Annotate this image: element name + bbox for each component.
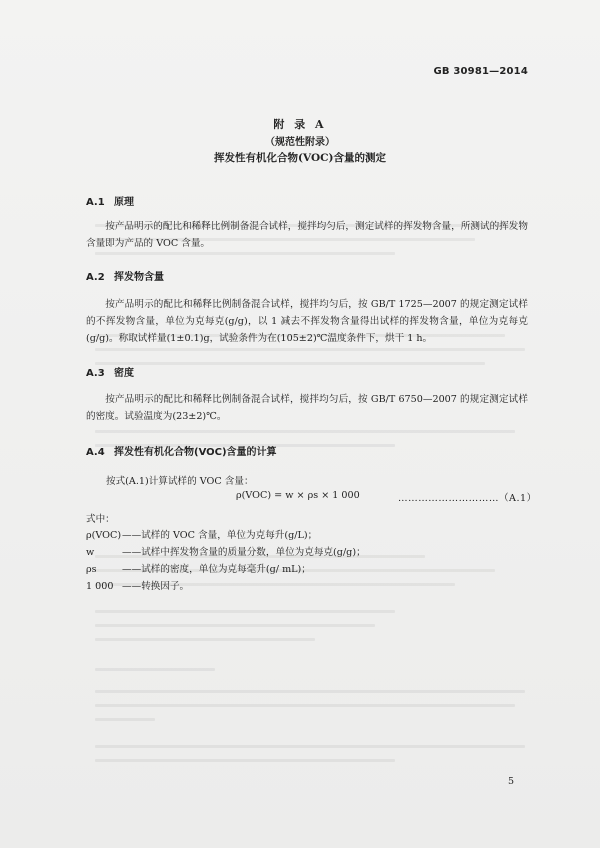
page-number: 5 [507, 776, 514, 787]
variable-row [86, 578, 189, 592]
section-text-a3: 按产品明示的配比和稀释比例制备混合试样，搅拌均匀后，按 GB/T 6750—2007 的规定测定试样的密度。试验温度为(23±2)℃。 [86, 394, 528, 422]
variable-description: ——试样的 VOC 含量，单位为克每升(g/L)； [122, 530, 318, 541]
section-title: 原理 [114, 197, 134, 208]
formula-intro: 按式(A.1)计算试样的 VOC 含量： [106, 476, 254, 487]
section-text-a2: 按产品明示的配比和稀释比例制备混合试样，搅拌均匀后，按 GB/T 1725—2007 的规定测定试样的不挥发物含量，单位为克每克(g/g)，以 1 减去不挥发物含量得出试样的挥发物含量，单位为克每克(g/g)。称取试样量(1±0.1)g，试验条件为在(105±2)℃温度条件下，烘干 1 h。 [86, 299, 528, 344]
annex-name: 挥发性有机化合物(VOC)含量的测定 [214, 152, 386, 164]
variable-description: ——转换因子。 [122, 581, 190, 592]
variable-description: ——试样的密度，单位为克每毫升(g/ mL)； [122, 564, 311, 575]
annex-kind: （规范性附录） [265, 137, 335, 148]
variable-symbol: 1 000 [86, 581, 114, 592]
variable-description: ——试样中挥发物含量的质量分数，单位为克每克(g/g)； [122, 547, 366, 558]
variable-symbol: w [86, 547, 95, 558]
section-number: A.1 [86, 197, 105, 208]
standard-number: GB 30981—2014 [433, 66, 528, 77]
variable-row [86, 561, 311, 575]
section-title: 挥发物含量 [114, 272, 164, 283]
section-heading-a1 [86, 193, 134, 208]
section-title: 密度 [114, 368, 134, 379]
section-number: A.4 [86, 447, 105, 458]
annex-title: 附 录 A [273, 118, 327, 131]
equation-number: …………………………（A.1） [398, 493, 537, 504]
section-heading-a3 [86, 364, 134, 379]
section-number: A.3 [86, 368, 105, 379]
section-heading-a2 [86, 268, 164, 283]
section-title: 挥发性有机化合物(VOC)含量的计算 [114, 447, 277, 458]
where-label: 式中： [86, 514, 115, 525]
variable-symbol: ρ(VOC) [86, 530, 122, 541]
variable-row [86, 527, 317, 541]
variable-row [86, 544, 366, 558]
variable-symbol: ρs [86, 564, 97, 575]
section-text-a1: 按产品明示的配比和稀释比例制备混合试样，搅拌均匀后，测定试样的挥发物含量，所测试的挥发物含量即为产品的 VOC 含量。 [86, 221, 528, 249]
section-number: A.2 [86, 272, 105, 283]
section-heading-a4 [86, 443, 277, 458]
voc-formula: ρ(VOC) = w × ρs × 1 000 [236, 490, 360, 501]
